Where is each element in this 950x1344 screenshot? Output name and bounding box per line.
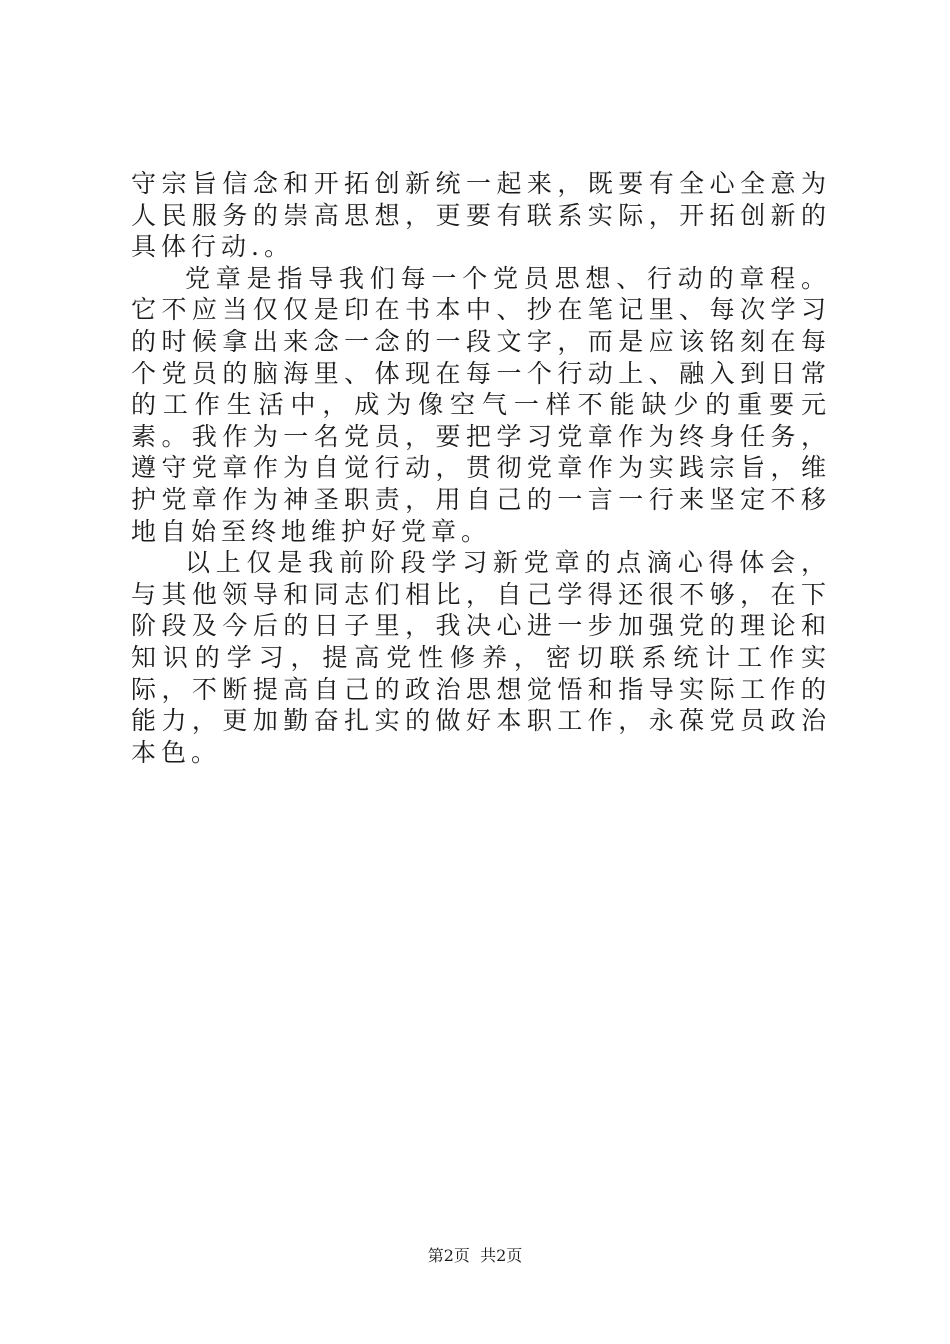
paragraph-party-constitution: 党章是指导我们每一个党员思想、行动的章程。它不应当仅仅是印在书本中、抄在笔记里、每次学习的时候拿出来念一念的一段文字，而是应该铭刻在每个党员的脑海里、体现在每一个行动上、融入到日常的工作生活中，成为像空气一样不能缺少的重要元素。我作为一名党员，要把学习党章作为终身任务，遵守党章作为自觉行动，贯彻党章作为实践宗旨，维护党章作为神圣职责，用自己的一言一行来坚定不移地自始至终地维护好党章。 [131,263,831,546]
page-footer [0,1243,950,1266]
paragraph-continuation: 守宗旨信念和开拓创新统一起来，既要有全心全意为人民服务的崇高思想，更要有联系实际，开拓创新的具体行动.。 [131,169,831,262]
document-body [131,168,831,768]
page-number: 第2页 共2页 [427,1246,523,1265]
paragraph-conclusion: 以上仅是我前阶段学习新党章的点滴心得体会，与其他领导和同志们相比，自己学得还很不够，在下阶段及今后的日子里，我决心进一步加强党的理论和知识的学习，提高党性修养，密切联系统计工作实际，不断提高自己的政治思想觉悟和指导实际工作的能力，更加勤奋扎实的做好本职工作，永葆党员政治本色。 [131,548,831,767]
